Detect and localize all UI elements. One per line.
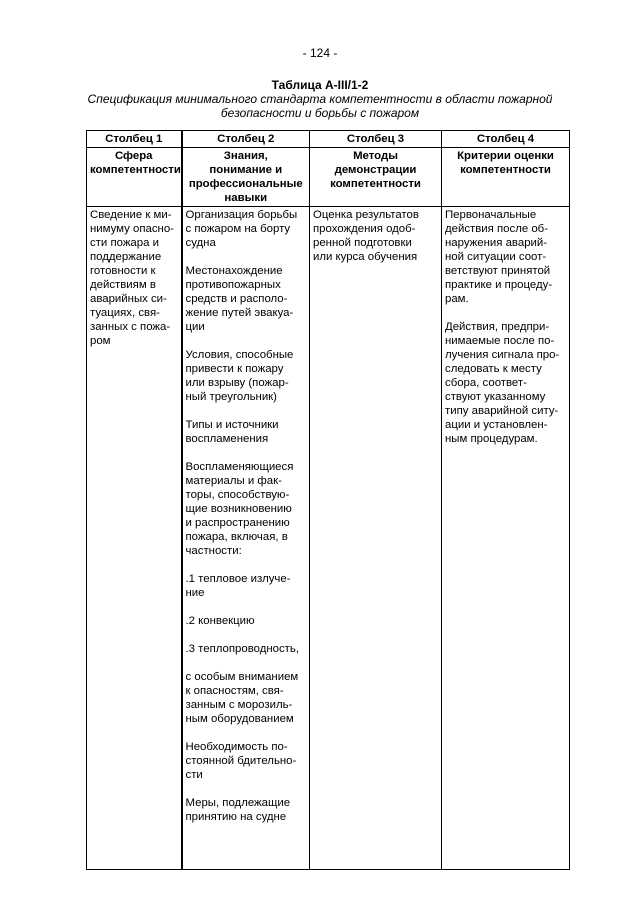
cell-line: Типы и источники	[185, 419, 279, 431]
cell-line: или курса обучения	[313, 251, 418, 263]
cell-line: с пожаром на борту	[185, 223, 291, 235]
cell-paragraph	[186, 348, 307, 404]
knowledge-cell	[182, 207, 310, 870]
cell-line: аварийных си-	[90, 293, 167, 305]
cell-line: лучения сигнала про-	[445, 349, 560, 361]
cell-line: с особым вниманием	[185, 671, 299, 683]
column-header-1	[87, 148, 182, 207]
header-line: профессиональные	[188, 178, 303, 190]
cell-line: к опасностям, свя-	[185, 685, 284, 697]
cell-line: туациях, свя-	[90, 307, 160, 319]
cell-line: Условия, способные	[185, 349, 294, 361]
header-line: компетентности	[90, 164, 181, 176]
cell-line: или взрыву (пожар-	[185, 377, 289, 389]
cell-paragraph	[186, 740, 307, 782]
cell-line: сбора, соответ-	[445, 377, 527, 389]
cell-line: материалы и фак-	[185, 475, 282, 487]
cell-line: привести к пожару	[185, 363, 284, 375]
column-number-1: Столбец 1	[87, 131, 182, 148]
column-header-row	[87, 148, 570, 207]
page-number: - 124 -	[302, 46, 338, 60]
cell-line: готовности к	[90, 265, 156, 277]
cell-paragraph	[186, 264, 307, 334]
cell-line: ный треугольник)	[185, 391, 277, 403]
cell-line: воспламенения	[185, 433, 269, 445]
cell-line: нимаемые после по-	[445, 335, 555, 347]
cell-line: .2 конвекцию	[185, 615, 255, 627]
cell-paragraph	[186, 460, 307, 558]
header-line: компетентности	[330, 178, 421, 190]
cell-line: стоянной бдительно-	[185, 755, 297, 767]
cell-line: Оценка результатов	[313, 209, 419, 221]
cell-line: средств и располо-	[185, 293, 288, 305]
cell-line: Первоначальные	[445, 209, 537, 221]
cell-line: .1 тепловое излуче-	[185, 573, 291, 585]
cell-paragraph	[186, 614, 307, 628]
competence-text	[90, 208, 178, 348]
cell-line: жение путей эвакуа-	[185, 307, 294, 319]
cell-line: прохождения одоб-	[313, 223, 416, 235]
cell-line: ветствуют принятой	[445, 265, 551, 277]
cell-paragraph	[445, 320, 566, 446]
cell-line: Необходимость по-	[185, 741, 288, 753]
header-line: Сфера	[114, 150, 153, 162]
cell-line: рам.	[445, 293, 469, 305]
cell-line: ным процедурам.	[445, 433, 538, 445]
column-number-3: Столбец 3	[310, 131, 442, 148]
cell-paragraph	[186, 642, 307, 656]
cell-line: торы, способствую-	[185, 489, 290, 501]
column-header-3	[310, 148, 442, 207]
cell-line: сти	[185, 769, 203, 781]
criteria-cell	[442, 207, 570, 870]
cell-line: принятию на судне	[185, 811, 287, 823]
header-line: Методы	[353, 150, 398, 162]
cell-line: частности:	[185, 545, 242, 557]
competence-table	[86, 130, 570, 870]
header-line: Знания,	[223, 150, 268, 162]
cell-line: судна	[185, 237, 216, 249]
table-title: Таблица А-III/1-2	[271, 78, 369, 92]
cell-paragraph	[186, 208, 307, 250]
cell-line: Местонахождение	[185, 265, 283, 277]
methods-cell	[310, 207, 442, 870]
cell-line: нимуму опасно-	[90, 223, 174, 235]
knowledge-text	[186, 208, 307, 824]
cell-line: следовать к месту	[445, 363, 542, 375]
cell-paragraph	[186, 418, 307, 446]
cell-paragraph	[186, 670, 307, 726]
cell-line: Действия, предпри-	[445, 321, 550, 333]
table-subtitle	[80, 92, 560, 120]
cell-line: поддержание	[90, 251, 162, 263]
cell-line: сти пожара и	[90, 237, 159, 249]
column-header-4	[442, 148, 570, 207]
cell-line: наружения аварий-	[445, 237, 548, 249]
cell-line: ствуют указанному	[445, 391, 546, 403]
cell-line: ром	[90, 335, 111, 347]
cell-paragraph	[186, 572, 307, 600]
methods-text	[313, 208, 438, 264]
cell-line: практике и процеду-	[445, 279, 553, 291]
cell-line: типу аварийной ситу-	[445, 405, 559, 417]
cell-line: Меры, подлежащие	[185, 797, 291, 809]
cell-line: занных с пожа-	[90, 321, 171, 333]
cell-line: действия после об-	[445, 223, 548, 235]
table-subtitle-line: безопасности и борьбы с пожаром	[220, 106, 420, 120]
competence-cell	[87, 207, 182, 870]
column-number-row	[87, 131, 570, 148]
column-number-2: Столбец 2	[182, 131, 310, 148]
header-line: навыки	[224, 192, 268, 204]
cell-line: ации и установлен-	[445, 419, 548, 431]
cell-line: противопожарных	[185, 279, 281, 291]
cell-paragraph	[445, 208, 566, 306]
cell-line: Организация борьбы	[185, 209, 298, 221]
cell-line: ние	[185, 587, 205, 599]
column-header-2	[182, 148, 310, 207]
header-line: компетентности	[460, 164, 551, 176]
cell-line: ной ситуации соот-	[445, 251, 547, 263]
cell-line: занным с морозиль-	[185, 699, 293, 711]
cell-line: ции	[185, 321, 205, 333]
header-line: Критерии оценки	[457, 150, 554, 162]
cell-line: пожара, включая, в	[185, 531, 288, 543]
cell-line: действиям в	[90, 279, 156, 291]
cell-line: ным оборудованием	[185, 713, 294, 725]
cell-paragraph	[186, 796, 307, 824]
header-line: демонстрации	[334, 164, 417, 176]
cell-line: Сведение к ми-	[90, 209, 172, 221]
column-number-4: Столбец 4	[442, 131, 570, 148]
cell-line: щие возникновению	[185, 503, 292, 515]
table-body-row	[87, 207, 570, 870]
cell-line: ренной подготовки	[313, 237, 412, 249]
criteria-text	[445, 208, 566, 446]
cell-line: и распространению	[185, 517, 290, 529]
table-subtitle-line: Спецификация минимального стандарта компетентности в области пожарной	[87, 92, 553, 106]
header-line: понимание и	[209, 164, 283, 176]
cell-line: .3 теплопроводность,	[185, 643, 299, 655]
cell-line: Воспламеняющиеся	[185, 461, 294, 473]
